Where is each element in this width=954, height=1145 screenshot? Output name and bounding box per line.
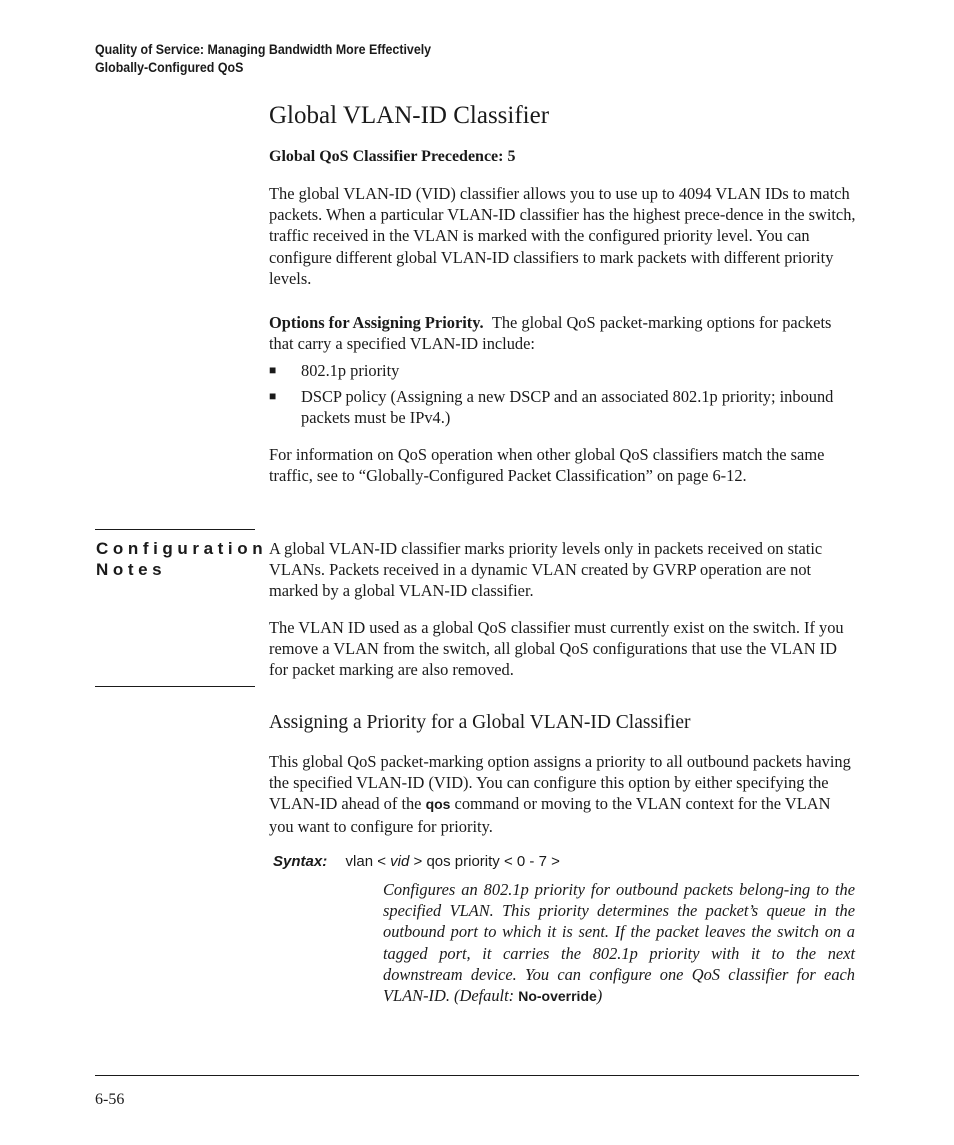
configuration-notes-label <box>96 538 267 580</box>
assign-text-before: This global QoS packet-marking option assigns a priority to all outbound packets having the specified VLAN-ID (VID). You can configure this option by either specifying the VLAN-ID ahead of the <box>269 752 851 814</box>
syntax-description <box>383 879 855 1007</box>
classifier-precedence: Global QoS Classifier Precedence: 5 <box>269 148 516 165</box>
assign-paragraph <box>269 751 859 837</box>
syntax-label: Syntax: <box>273 853 328 870</box>
syntax-line <box>273 852 560 872</box>
section-heading: Global VLAN-ID Classifier <box>269 102 550 129</box>
notes-label-line2: Notes <box>96 560 167 579</box>
notes-top-rule <box>95 529 255 530</box>
config-note-2: The VLAN ID used as a global QoS classifier must currently exist on the switch. If you remove a VLAN from the switch, all global QoS configurations that use the VLAN ID for packet marking are also removed. <box>269 618 844 680</box>
bullet-text: DSCP policy (Assigning a new DSCP and an associated 802.1p priority; inbound packets must be IPv4.) <box>301 387 834 428</box>
config-note-1: A global VLAN-ID classifier marks priority levels only in packets received on static VLANs. Packets received in a dynamic VLAN created by GVRP operation are not marked by a global VLAN-ID classifier. <box>269 539 823 601</box>
options-lead: Options for Assigning Priority. <box>269 313 484 332</box>
page-number: 6-56 <box>95 1091 125 1108</box>
default-value: No-override <box>518 988 597 1005</box>
footer-rule <box>95 1075 859 1076</box>
options-text: The global QoS packet-marking options for packets that carry a specified VLAN-ID include: <box>269 313 832 354</box>
syntax-description-close: ) <box>596 986 603 1006</box>
notes-label-line1: Configuration <box>96 539 268 558</box>
qos-command: qos <box>425 796 451 813</box>
bullet-text: 802.1p priority <box>301 361 400 380</box>
syntax-command-start: vlan < <box>345 853 391 870</box>
syntax-command-var: vid <box>390 853 410 870</box>
subsection-heading: Assigning a Priority for a Global VLAN-ID Classifier <box>269 712 691 733</box>
notes-bottom-rule <box>95 686 255 687</box>
syntax-description-text: Configures an 802.1p priority for outbound packets belong-ing to the specified VLAN. This priority determines the packet’s queue in the outbound port to which it is sent. If the packet leaves the switch on a tagged port, it carries the 802.1p priority with it to the next downstream device. You can configure one QoS classifier for each VLAN-ID. (Default: <box>383 880 855 1006</box>
assign-text-after: command or moving to the VLAN context for the VLAN you want to configure for priority. <box>269 794 831 836</box>
running-header-chapter: Quality of Service: Managing Bandwidth More Effectively <box>95 42 432 57</box>
bullet-marker: ■ <box>269 363 277 377</box>
info-paragraph: For information on QoS operation when other global QoS classifiers match the same traffic, see to “Globally-Configured Packet Classification” on page 6-12. <box>269 445 825 486</box>
syntax-command-end: > qos priority < 0 - 7 > <box>409 853 560 870</box>
bullet-marker: ■ <box>269 389 277 403</box>
options-paragraph <box>269 312 859 354</box>
running-header-section: Globally-Configured QoS <box>95 60 244 75</box>
intro-paragraph: The global VLAN-ID (VID) classifier allows you to use up to 4094 VLAN IDs to match packets. When a particular VLAN-ID classifier has the highest prece-dence in the switch, traffic received in the VLAN is marked with the configured priority level. You can configure different global VLAN-ID classifiers to mark packets with different priority levels. <box>269 184 856 288</box>
running-header <box>95 41 431 77</box>
